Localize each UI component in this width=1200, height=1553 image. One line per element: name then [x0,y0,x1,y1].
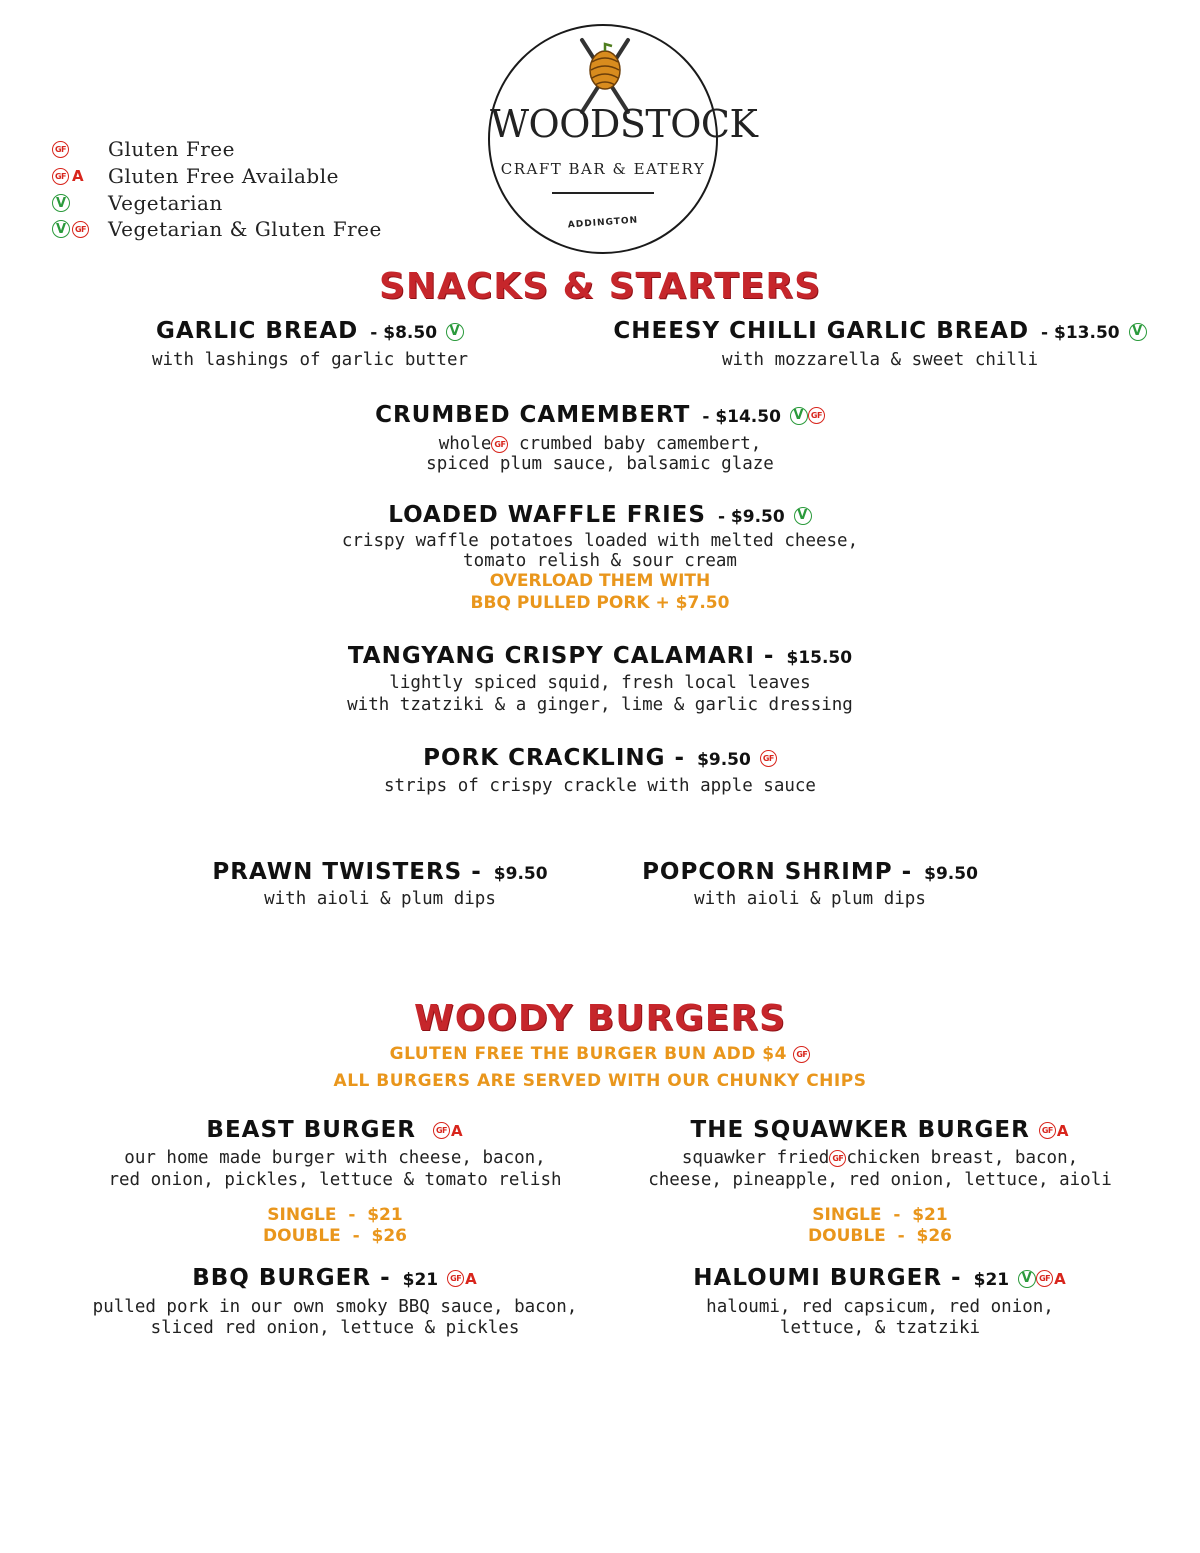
item-upsell: OVERLOAD THEM WITH [489,571,711,591]
menu-item-haloumi-burger [600,1265,1160,1291]
vegetarian-icon: V [1018,1270,1036,1288]
legend-row-gluten-free-available [52,163,339,189]
item-description: cheese, pineapple, red onion, lettuce, aioli [648,1170,1112,1190]
item-name: PRAWN TWISTERS - [212,859,482,885]
item-description: lightly spiced squid, fresh local leaves [389,673,811,693]
burger-option-double: DOUBLE - $26 [808,1226,952,1246]
vegetarian-icon: V [790,407,808,425]
item-name: THE SQUAWKER BURGER [690,1117,1030,1143]
item-description: with lashings of garlic butter [151,350,469,370]
menu-item-popcorn-shrimp [580,859,1040,885]
gfa-icon: GF [1039,1122,1056,1139]
burger-note-gluten-free: GLUTEN FREE THE BURGER BUN ADD $4 GF [0,1044,1200,1064]
menu-item-squawker-burger [600,1117,1160,1143]
item-description: lettuce, & tzatziki [779,1318,981,1338]
gf-icon: GF [808,407,825,424]
gfa-badge: GF A [433,1117,464,1143]
item-price: $15.50 [786,648,853,668]
legend-row-vegetarian-gluten-free [52,216,382,242]
gfa-icon: GF [1036,1270,1053,1287]
gfa-badge: GF A [1036,1265,1067,1291]
burger-option-double: DOUBLE - $26 [263,1226,407,1246]
item-price: - $9.50 [717,507,785,527]
item-name: BEAST BURGER [206,1117,416,1143]
item-price: - $8.50 [370,323,438,343]
vegetarian-icon: V [52,220,70,238]
menu-item-prawn-twisters [150,859,610,885]
woodstock-logo [488,24,758,254]
item-name: BBQ BURGER - [192,1265,391,1291]
item-price: $9.50 [493,864,548,884]
menu-item-tangyang-crispy-calamari [0,643,1200,669]
menu-item-garlic-bread [80,318,540,344]
vegetarian-icon: V [794,507,812,525]
item-price: $21 [973,1270,1010,1290]
logo-title: WOODSTOCK [490,102,758,146]
menu-item-crumbed-camembert [0,402,1200,428]
legend-label: Gluten Free Available [108,164,339,188]
menu-item-loaded-waffle-fries [0,502,1200,528]
item-name: LOADED WAFFLE FRIES [388,502,706,528]
item-description: squawker fried GF chicken breast, bacon, [681,1148,1079,1168]
gfa-suffix: A [72,167,84,185]
gf-icon: GF [491,436,508,453]
item-name: CHEESY CHILLI GARLIC BREAD [613,318,1030,344]
gfa-icon: GF [447,1270,464,1287]
item-description: with tzatziki & a ginger, lime & garlic dressing [347,695,853,715]
item-description: crispy waffle potatoes loaded with melted cheese, [341,531,859,551]
item-description: red onion, pickles, lettuce & tomato relish [108,1170,562,1190]
item-description: sliced red onion, lettuce & pickles [150,1318,520,1338]
item-description: tomato relish & sour cream [463,551,737,571]
item-description: haloumi, red capsicum, red onion, [706,1297,1054,1317]
legend-row-gluten-free [52,136,235,162]
gf-icon: GF [829,1150,846,1167]
item-description: strips of crispy crackle with apple sauce [384,776,816,796]
item-description: our home made burger with cheese, bacon, [124,1148,546,1168]
gfa-badge: GF A [1039,1117,1070,1143]
item-name: HALOUMI BURGER - [693,1265,962,1291]
item-name: PORK CRACKLING - [423,745,686,771]
gfa-icon: GF [52,168,69,185]
section-title-burgers: WOODY BURGERS [414,998,786,1039]
item-description: with aioli & plum dips [694,889,926,909]
section-title-snacks: SNACKS & STARTERS [378,266,822,307]
menu-item-beast-burger [40,1117,630,1143]
vegetarian-icon: V [446,323,464,341]
item-name: TANGYANG CRISPY CALAMARI - [347,643,775,669]
legend-label: Vegetarian [108,191,223,215]
item-price: $21 [402,1270,439,1290]
logo-divider [552,192,654,194]
legend-label: Vegetarian & Gluten Free [108,217,382,241]
menu-item-bbq-burger [40,1265,630,1291]
gfa-icon: GF [433,1122,450,1139]
gf-icon: GF [52,141,69,158]
logo-location: ADDINGTON [567,215,639,231]
gf-icon: GF [760,750,777,767]
item-name: CRUMBED CAMEMBERT [375,402,691,428]
item-description: with mozzarella & sweet chilli [721,350,1039,370]
vegetarian-icon: V [1129,323,1147,341]
vegetarian-icon: V [52,194,70,212]
gf-icon: GF [72,221,89,238]
burger-option-single: SINGLE - $21 [812,1205,948,1225]
item-description: pulled pork in our own smoky BBQ sauce, bacon, [92,1297,578,1317]
gfa-badge: GF A [447,1265,478,1291]
logo-subtitle: CRAFT BAR & EATERY [500,160,706,178]
burger-note-chips: ALL BURGERS ARE SERVED WITH OUR CHUNKY CHIPS [333,1071,867,1091]
item-name: POPCORN SHRIMP - [642,859,913,885]
item-price: $9.50 [924,864,978,884]
legend-row-vegetarian [52,190,223,216]
item-upsell: BBQ PULLED PORK + $7.50 [470,593,730,613]
menu-item-cheesy-chilli-garlic-bread [600,318,1160,344]
item-description: whole GF crumbed baby camembert, [438,434,762,454]
item-name: GARLIC BREAD [155,318,359,344]
menu-item-pork-crackling [0,745,1200,771]
item-price: - $14.50 [702,407,781,427]
item-price: - $13.50 [1041,323,1120,343]
legend-label: Gluten Free [108,137,235,161]
item-description: spiced plum sauce, balsamic glaze [426,454,774,474]
gf-icon: GF [793,1046,810,1063]
item-description: with aioli & plum dips [264,889,496,909]
item-price: $9.50 [697,750,751,770]
burger-option-single: SINGLE - $21 [267,1205,403,1225]
